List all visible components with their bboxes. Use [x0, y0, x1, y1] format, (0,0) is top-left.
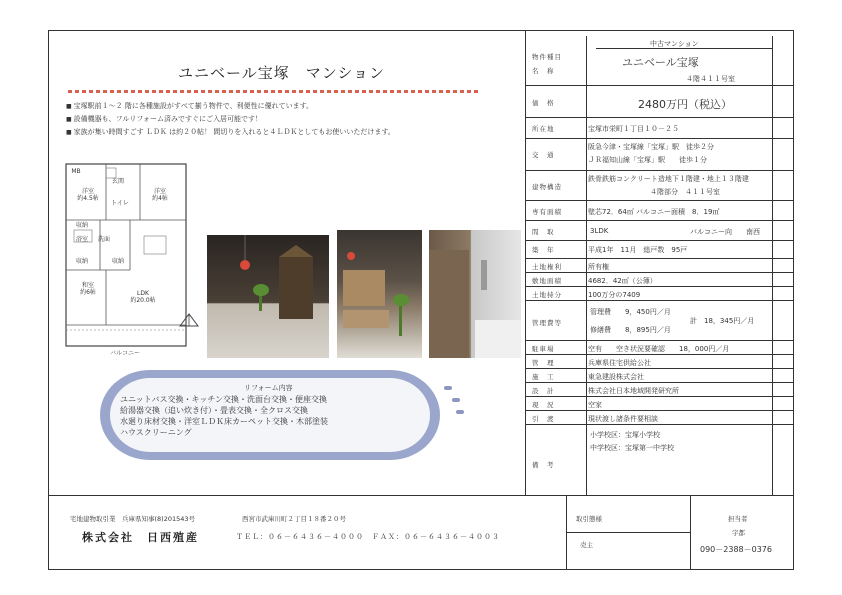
dash-mark — [215, 90, 219, 93]
label-price: 価 格 — [532, 99, 555, 107]
dash-mark — [82, 90, 86, 93]
reform-item: 給湯器交換（追い炊き付）・畳表交換・全クロス交換 — [120, 406, 308, 415]
transaction-type: 売主 — [580, 541, 593, 549]
dash-mark — [467, 90, 471, 93]
photo-bathroom — [429, 230, 521, 358]
dash-mark — [180, 90, 184, 93]
dash-mark — [299, 90, 303, 93]
dash-mark — [117, 90, 121, 93]
label-built: 築 年 — [532, 246, 555, 254]
row-line — [525, 138, 794, 139]
staff-label: 担当者 — [728, 515, 748, 523]
address: 宝塚市栄町１丁目１０－２５ — [588, 125, 679, 133]
label-parking: 駐車場 — [532, 345, 555, 353]
staff-phone: 090－2388－0376 — [700, 545, 772, 554]
staff-name: 宇都 — [732, 529, 745, 537]
company-tel-fax: ＴＥＬ：０６－６４３６－４０００ ＦＡＸ：０６－６４３６－４００３ — [236, 533, 500, 541]
dash-mark — [446, 90, 450, 93]
layout: 3LDK — [590, 227, 609, 235]
feature-bullets — [66, 100, 496, 139]
row-line — [525, 200, 794, 201]
room-label-small: 収納 — [75, 258, 88, 265]
company-address: 西宮市武庫川町２丁目１８番２０号 — [242, 515, 346, 523]
price: 2480万円（税込） — [638, 98, 732, 111]
room-label: 洋室 約4帖 — [152, 188, 168, 202]
property-type: 中古マンション — [650, 40, 699, 48]
dash-mark — [383, 90, 387, 93]
row-line — [525, 286, 794, 287]
dash-mark — [236, 90, 240, 93]
dash-mark — [292, 90, 296, 93]
room-label-small: 洗面 — [97, 236, 110, 243]
dash-mark — [264, 90, 268, 93]
table-border — [525, 30, 526, 495]
built: 平成1年 11月 総戸数 95戸 — [588, 246, 688, 254]
room-label-small: 浴室 — [75, 236, 88, 243]
photo-kitchen — [337, 230, 422, 358]
dash-mark — [201, 90, 205, 93]
area: 壁芯72．64㎡ バルコニー面積 8．19㎡ — [588, 208, 720, 216]
room-label: 和室 約6帖 — [80, 282, 96, 296]
dash-mark — [194, 90, 198, 93]
dash-mark — [313, 90, 317, 93]
room-label-small: MB — [71, 168, 81, 175]
dash-mark — [271, 90, 275, 93]
dash-mark — [362, 90, 366, 93]
builder: 東急建設株式会社 — [588, 373, 644, 381]
dash-mark — [96, 90, 100, 93]
dash-mark — [229, 90, 233, 93]
dash-mark — [278, 90, 282, 93]
designer: 株式会社日本地域開発研究所 — [588, 387, 679, 395]
label-address: 所在地 — [532, 125, 555, 133]
reform-item: ユニットバス交換・キッチン交換・洗面台交換・便座交換 — [120, 395, 327, 404]
row-line — [525, 117, 794, 118]
property-title: ユニベール宝塚 マンション — [178, 64, 386, 82]
dash-mark — [334, 90, 338, 93]
row-line — [525, 354, 794, 355]
dash-mark — [285, 90, 289, 93]
dash-mark — [306, 90, 310, 93]
dash-mark — [173, 90, 177, 93]
label-design: 設 計 — [532, 387, 555, 395]
dash-mark — [222, 90, 226, 93]
dash-mark — [68, 90, 72, 93]
label-land-right: 土地権利 — [532, 263, 562, 271]
label-layout: 間 取 — [532, 228, 555, 236]
dash-mark — [152, 90, 156, 93]
label-type: 物件種目 — [532, 53, 562, 61]
license-number: 宅地建物取引業 兵庫県知事(8)201543号 — [70, 515, 196, 523]
reform-list — [120, 394, 420, 438]
dash-mark — [124, 90, 128, 93]
reform-item: 水廻り床材交換・洋室ＬＤＫ床カーペット交換・木部塗装 — [120, 417, 328, 426]
photo-ldk — [207, 235, 329, 358]
row-line — [525, 368, 794, 369]
access-line: 阪急今津・宝塚線「宝塚」駅 徒歩２分 — [588, 143, 714, 151]
row-line — [525, 396, 794, 397]
fee-line: 管理費 9，450円／月 — [590, 308, 671, 316]
table-divider — [772, 36, 773, 495]
room-label-small: トイレ — [111, 200, 129, 207]
dash-mark — [460, 90, 464, 93]
label-remarks: 備 考 — [532, 461, 555, 469]
label-area: 専有面積 — [532, 208, 562, 216]
status: 空家 — [588, 401, 602, 409]
label-builder: 施 工 — [532, 373, 555, 381]
fee-total: 計 18，345円／月 — [690, 317, 755, 325]
label-status: 現 況 — [532, 401, 555, 409]
company-name: 株式会社 日西殖産 — [82, 531, 199, 544]
reform-item: ハウスクリーニング — [120, 428, 192, 437]
row-line — [525, 258, 794, 259]
label-site: 敷地面積 — [532, 277, 562, 285]
dash-mark — [397, 90, 401, 93]
footer-divider — [690, 495, 691, 570]
room-label-small: 収納 — [111, 258, 124, 265]
dash-mark — [369, 90, 373, 93]
feature-bullet: ■ 宝塚駅前１～２ 階に各種施設がすべて揃う物件で、利便性に優れています。 — [66, 100, 496, 113]
dash-mark — [145, 90, 149, 93]
row-line — [525, 300, 794, 301]
room-label: LDK 約20.0帖 — [130, 290, 156, 304]
room-label-small: 玄関 — [111, 178, 124, 185]
structure-line: 鉄骨鉄筋コンクリート造地下１階建・地上１３階建 — [588, 175, 749, 183]
dash-mark — [376, 90, 380, 93]
cloud-dot — [456, 410, 464, 414]
row-line — [525, 382, 794, 383]
feature-bullet: ■ 設備機器も、フルリフォーム済みですぐにご入居可能です！ — [66, 113, 496, 126]
site-area: 4682．42㎡（公簿） — [588, 277, 657, 285]
dash-mark — [320, 90, 324, 93]
dash-mark — [411, 90, 415, 93]
footer-divider — [566, 532, 690, 533]
table-divider — [586, 36, 587, 495]
dash-mark — [110, 90, 114, 93]
label-handover: 引 渡 — [532, 415, 555, 423]
dash-mark — [159, 90, 163, 93]
label-fee: 管理費等 — [532, 319, 562, 327]
access-line: ＪＲ福知山線「宝塚」駅 徒歩１分 — [588, 156, 707, 164]
land-share: 100万分の7409 — [588, 291, 641, 299]
dash-mark — [131, 90, 135, 93]
compass-icon — [178, 312, 200, 328]
row-line — [525, 240, 794, 241]
cloud-dot — [444, 386, 452, 390]
room-label-small: 収納 — [75, 222, 88, 229]
parking: 空有 空き状況要確認 18，000円／月 — [588, 345, 730, 353]
cloud-dot — [452, 398, 460, 402]
row-line — [525, 220, 794, 221]
balcony-direction: バルコニー向 南西 — [690, 228, 760, 236]
balcony-label: バルコニー — [110, 350, 141, 357]
remarks-line: 小学校区：宝塚小学校 — [590, 431, 660, 439]
row-line — [525, 340, 794, 341]
room-label: 洋室 約4.5帖 — [77, 188, 99, 202]
row-line — [525, 170, 794, 171]
property-name: ユニベール宝塚 — [622, 56, 699, 69]
dash-mark — [166, 90, 170, 93]
dash-mark — [474, 90, 478, 93]
label-manager: 管 理 — [532, 359, 555, 367]
fee-line: 修繕費 8，895円／月 — [590, 326, 671, 334]
dash-mark — [327, 90, 331, 93]
dash-mark — [187, 90, 191, 93]
decorative-dashes — [68, 88, 478, 96]
row-line — [525, 272, 794, 273]
label-structure: 建物構造 — [532, 183, 562, 191]
transaction-type-label: 取引態様 — [576, 515, 602, 523]
structure-line: ４階部分 ４１１号室 — [650, 188, 720, 196]
dash-mark — [439, 90, 443, 93]
remarks-line: 中学校区：宝塚第一中学校 — [590, 444, 674, 452]
manager: 兵庫県住宅供給公社 — [588, 359, 651, 367]
row-line — [48, 495, 794, 496]
label-share: 土地持分 — [532, 291, 562, 299]
dash-mark — [89, 90, 93, 93]
handover: 現状渡し諸条件要相談 — [588, 415, 658, 423]
dash-mark — [432, 90, 436, 93]
dash-mark — [425, 90, 429, 93]
dash-mark — [257, 90, 261, 93]
row-line — [525, 410, 794, 411]
dash-mark — [418, 90, 422, 93]
row-line — [525, 424, 794, 425]
dash-mark — [243, 90, 247, 93]
dash-mark — [348, 90, 352, 93]
row-line — [525, 85, 794, 86]
unit-number: ４階４１１号室 — [686, 75, 735, 83]
dash-mark — [355, 90, 359, 93]
label-access: 交 通 — [532, 151, 555, 159]
feature-bullet: ■ 家族が集い時間すごす ＬＤＫ は約２０帖！ 間切りを入れると４ＬＤＫとしてもお使いいただけます。 — [66, 126, 496, 139]
dash-mark — [453, 90, 457, 93]
dash-mark — [404, 90, 408, 93]
dash-mark — [138, 90, 142, 93]
dash-mark — [103, 90, 107, 93]
dash-mark — [208, 90, 212, 93]
dash-mark — [390, 90, 394, 93]
land-right: 所有権 — [588, 263, 609, 271]
reform-title: リフォーム内容 — [244, 384, 293, 392]
dash-mark — [75, 90, 79, 93]
label-name: 名 称 — [532, 67, 555, 75]
dash-mark — [341, 90, 345, 93]
dash-mark — [250, 90, 254, 93]
